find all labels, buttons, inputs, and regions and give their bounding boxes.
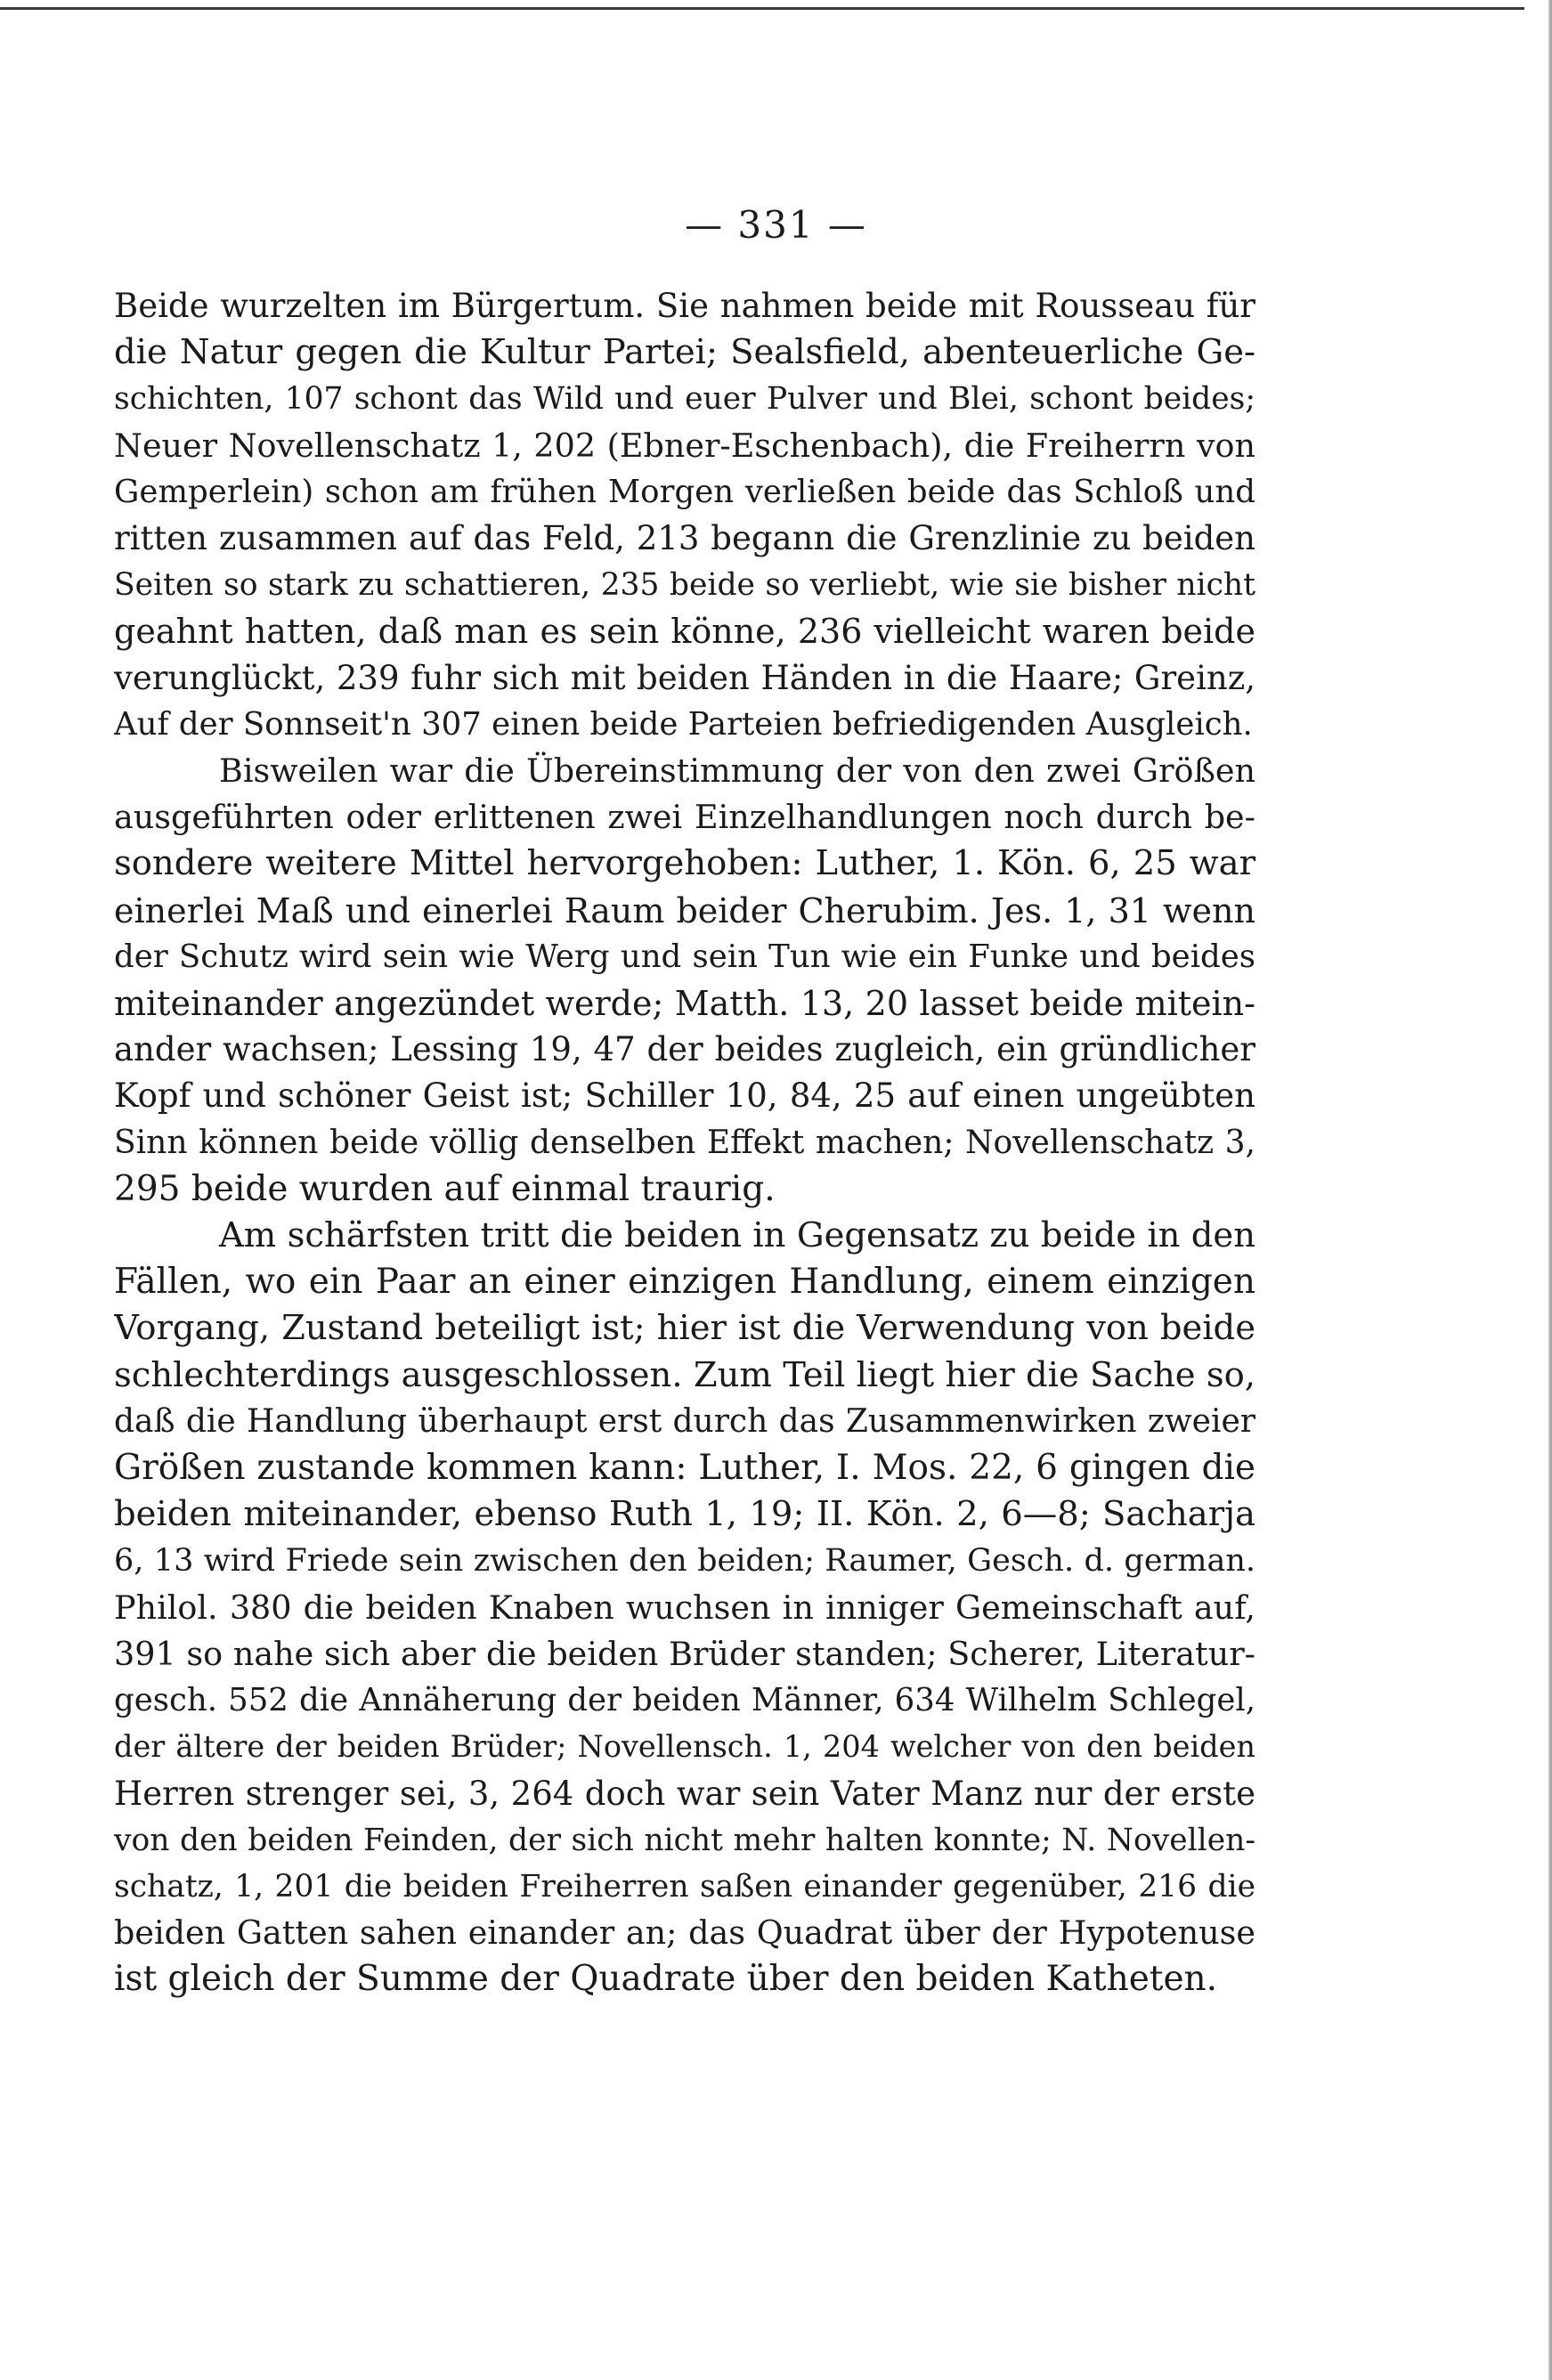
text-line: sondere weitere Mittel hervorgehoben: Luther, 1. Kön. 6, 25 war (114, 843, 1255, 884)
text-line: ist gleich der Summe der Quadrate über den beiden Katheten. (114, 1959, 1218, 2000)
text-line: daß die Handlung überhaupt erst durch das Zusammenwirken zweier (114, 1402, 1255, 1440)
text-line: Kopf und schöner Geist ist; Schiller 10, 84, 25 auf einen ungeübten (114, 1076, 1255, 1116)
text-line: Seiten so stark zu schattieren, 235 beide so verliebt, wie sie bisher nicht (114, 567, 1255, 604)
text-line: Neuer Novellenschatz 1, 202 (Ebner-Eschenbach), die Freiherrn von (114, 426, 1255, 465)
text-line: einerlei Maß und einerlei Raum beider Cherubim. Jes. 1, 31 wenn (114, 890, 1255, 930)
page-edge-shadow (1548, 0, 1552, 2380)
text-line: Vorgang, Zustand beteiligt ist; hier ist die Verwendung von beide (114, 1308, 1255, 1349)
text-line: Bisweilen war die Übereinstimmung der von den zwei Größen (219, 751, 1255, 791)
text-line: Herren strenger sei, 3, 264 doch war sein Vater Manz nur der erste (114, 1774, 1255, 1813)
text-line: schichten, 107 schont das Wild und euer Pulver und Blei, schont beides; (114, 381, 1255, 418)
page-number: — 331 — (685, 203, 867, 247)
text-line: gesch. 552 die Annäherung der beiden Männer, 634 Wilhelm Schlegel, (114, 1682, 1255, 1719)
text-line: Beide wurzelten im Bürgertum. Sie nahmen beide mit Rousseau für (114, 287, 1255, 325)
text-line: miteinander angezündet werde; Matth. 13, 20 lasset beide mitein- (114, 984, 1255, 1024)
text-line: Sinn können beide völlig denselben Effekt machen; Novellenschatz 3, (114, 1124, 1255, 1161)
text-line: ausgeführten oder erlittenen zwei Einzelhandlungen noch durch be- (114, 798, 1255, 837)
text-line: Philol. 380 die beiden Knaben wuchsen in inniger Gemeinschaft auf, (114, 1588, 1255, 1627)
text-line: Fällen, wo ein Paar an einer einzigen Handlung, einem einzigen (114, 1262, 1255, 1303)
text-line: Am schärfsten tritt die beiden in Gegensatz zu beide in den (219, 1215, 1255, 1256)
text-line: die Natur gegen die Kultur Partei; Sealsfield, abenteuerliche Ge- (114, 332, 1255, 373)
text-line: beiden Gatten sahen einander an; das Quadrat über der Hypotenuse (114, 1913, 1255, 1953)
text-line: Größen zustande kommen kann: Luther, I. Mos. 22, 6 gingen die (114, 1448, 1255, 1489)
body-text (114, 283, 1255, 2003)
text-line: beiden miteinander, ebenso Ruth 1, 19; II. Kön. 2, 6—8; Sacharja (114, 1494, 1255, 1535)
text-line: 295 beide wurden auf einmal traurig. (114, 1168, 776, 1209)
text-line: schlechterdings ausgeschlossen. Zum Teil liegt hier die Sache so, (114, 1354, 1255, 1395)
text-line: geahnt hatten, daß man es sein könne, 236 vielleicht waren beide (114, 612, 1255, 652)
text-line: 6, 13 wird Friede sein zwischen den beiden; Raumer, Gesch. d. german. (114, 1543, 1255, 1580)
text-line: der Schutz wird sein wie Werg und sein Tun wie ein Funke und beides (114, 938, 1255, 975)
text-line: Auf der Sonnseit'n 307 einen beide Parteien befriedigenden Ausgleich. (114, 705, 1253, 743)
text-line: schatz, 1, 201 die beiden Freiherren saßen einander gegenüber, 216 die (114, 1868, 1255, 1905)
text-line: ander wachsen; Lessing 19, 47 der beides zugleich, ein gründlicher (114, 1030, 1255, 1069)
top-border-rule (0, 7, 1524, 10)
text-line: von den beiden Feinden, der sich nicht mehr halten konnte; N. Novellen- (114, 1822, 1255, 1858)
text-line: Gemperlein) schon am frühen Morgen verließen beide das Schloß und (114, 473, 1255, 510)
text-line: der ältere der beiden Brüder; Novellensch. 1, 204 welcher von den beiden (114, 1729, 1255, 1765)
text-line: ritten zusammen auf das Feld, 213 begann die Grenzlinie zu beiden (114, 519, 1255, 558)
text-line: verunglückt, 239 fuhr sich mit beiden Händen in die Haare; Greinz, (114, 658, 1255, 697)
text-line: 391 so nahe sich aber die beiden Brüder standen; Scherer, Literatur- (114, 1634, 1255, 1673)
